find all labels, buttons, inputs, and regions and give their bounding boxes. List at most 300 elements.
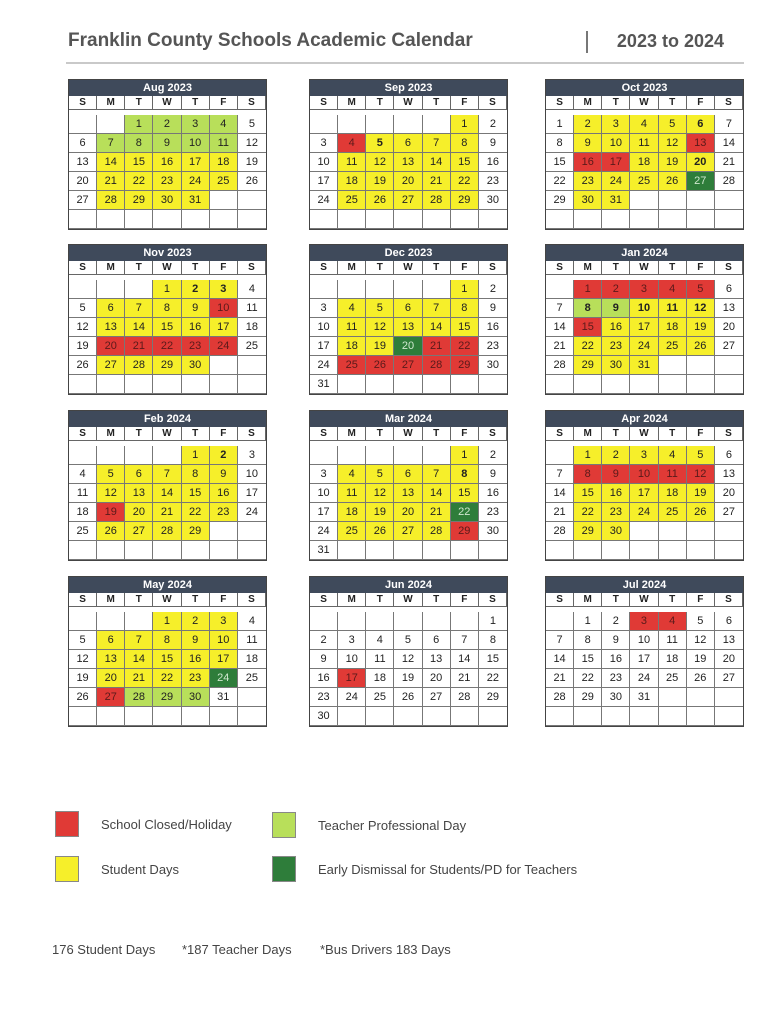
month-title: Oct 2023: [546, 80, 743, 96]
weekday-header: S: [238, 96, 266, 110]
day-cell: 30: [182, 688, 210, 707]
day-cell: 18: [238, 318, 266, 337]
day-cell: 5: [687, 280, 715, 299]
day-cell: 26: [687, 669, 715, 688]
day-cell: 14: [125, 318, 153, 337]
weekday-header: F: [210, 427, 238, 441]
empty-cell: [125, 707, 153, 726]
day-cell: 4: [338, 134, 366, 153]
day-cell: 23: [153, 172, 181, 191]
empty-cell: [394, 210, 422, 229]
day-cell: 23: [602, 337, 630, 356]
weekday-header: M: [574, 261, 602, 275]
day-cell: 15: [574, 484, 602, 503]
day-cell: 24: [182, 172, 210, 191]
day-cell: 29: [182, 522, 210, 541]
day-cell: 16: [479, 318, 507, 337]
weekday-header: S: [479, 261, 507, 275]
day-cell: 6: [97, 631, 125, 650]
day-cell: 21: [423, 337, 451, 356]
weekday-header: F: [210, 261, 238, 275]
weekday-header: T: [659, 96, 687, 110]
day-cell: 16: [210, 484, 238, 503]
empty-cell: [479, 541, 507, 560]
day-cell: 13: [394, 153, 422, 172]
empty-cell: [394, 446, 422, 465]
empty-cell: [238, 707, 266, 726]
empty-cell: [659, 688, 687, 707]
empty-cell: [630, 522, 658, 541]
day-cell: 23: [479, 337, 507, 356]
empty-cell: [423, 280, 451, 299]
weekday-header: T: [602, 96, 630, 110]
day-cell: 31: [630, 688, 658, 707]
day-cell: 15: [546, 153, 574, 172]
month-grid: [310, 96, 507, 229]
month-mar-2024: [309, 410, 508, 561]
empty-cell: [69, 446, 97, 465]
day-cell: 30: [602, 356, 630, 375]
day-cell: 5: [687, 446, 715, 465]
empty-cell: [153, 446, 181, 465]
day-cell: 11: [366, 650, 394, 669]
day-cell: 27: [97, 688, 125, 707]
day-cell: 24: [310, 356, 338, 375]
day-cell: 11: [338, 484, 366, 503]
month-title: Nov 2023: [69, 245, 266, 261]
month-grid: [69, 261, 266, 394]
day-cell: 19: [238, 153, 266, 172]
day-cell: 12: [366, 153, 394, 172]
day-cell: 16: [479, 153, 507, 172]
weekday-header: S: [715, 427, 743, 441]
day-cell: 12: [69, 318, 97, 337]
day-cell: 4: [338, 465, 366, 484]
day-cell: 24: [210, 337, 238, 356]
day-cell: 25: [238, 337, 266, 356]
day-cell: 7: [97, 134, 125, 153]
day-cell: 16: [602, 484, 630, 503]
day-cell: 28: [546, 522, 574, 541]
empty-cell: [366, 541, 394, 560]
day-cell: 21: [546, 503, 574, 522]
day-cell: 9: [602, 631, 630, 650]
empty-cell: [182, 541, 210, 560]
day-cell: 30: [153, 191, 181, 210]
month-sep-2023: [309, 79, 508, 230]
day-cell: 12: [366, 318, 394, 337]
month-nov-2023: [68, 244, 267, 395]
day-cell: 15: [574, 650, 602, 669]
weekday-header: T: [366, 593, 394, 607]
empty-cell: [602, 210, 630, 229]
weekday-header: T: [125, 261, 153, 275]
weekday-header: S: [69, 593, 97, 607]
empty-cell: [153, 210, 181, 229]
day-cell: 23: [602, 503, 630, 522]
empty-cell: [546, 612, 574, 631]
empty-cell: [715, 210, 743, 229]
day-cell: 20: [715, 318, 743, 337]
day-cell: 15: [153, 650, 181, 669]
day-cell: 4: [659, 612, 687, 631]
empty-cell: [715, 541, 743, 560]
day-cell: 10: [602, 134, 630, 153]
day-cell: 13: [687, 134, 715, 153]
empty-cell: [687, 522, 715, 541]
day-cell: 14: [546, 484, 574, 503]
weekday-header: T: [602, 427, 630, 441]
day-cell: 6: [394, 299, 422, 318]
day-cell: 14: [423, 484, 451, 503]
weekday-header: T: [423, 261, 451, 275]
legend-early: [272, 856, 577, 882]
empty-cell: [715, 522, 743, 541]
month-grid: [310, 593, 507, 726]
empty-cell: [659, 210, 687, 229]
day-cell: 26: [366, 191, 394, 210]
day-cell: 13: [715, 631, 743, 650]
empty-cell: [69, 210, 97, 229]
day-cell: 28: [451, 688, 479, 707]
weekday-header: M: [338, 593, 366, 607]
empty-cell: [366, 446, 394, 465]
empty-cell: [394, 612, 422, 631]
empty-cell: [659, 356, 687, 375]
empty-cell: [715, 375, 743, 394]
day-cell: 5: [366, 134, 394, 153]
day-cell: 30: [602, 522, 630, 541]
month-jan-2024: [545, 244, 744, 395]
day-cell: 5: [366, 465, 394, 484]
empty-cell: [479, 375, 507, 394]
day-cell: 23: [310, 688, 338, 707]
day-cell: 30: [310, 707, 338, 726]
day-cell: 11: [238, 299, 266, 318]
day-cell: 26: [69, 688, 97, 707]
day-cell: 6: [125, 465, 153, 484]
empty-cell: [659, 541, 687, 560]
empty-cell: [97, 707, 125, 726]
day-cell: 11: [338, 153, 366, 172]
day-cell: 14: [715, 134, 743, 153]
legend-student-swatch: [55, 856, 79, 882]
empty-cell: [69, 541, 97, 560]
day-cell: 21: [451, 669, 479, 688]
day-cell: 16: [574, 153, 602, 172]
day-cell: 25: [338, 191, 366, 210]
weekday-header: S: [479, 96, 507, 110]
month-title: Dec 2023: [310, 245, 507, 261]
day-cell: 8: [479, 631, 507, 650]
day-cell: 10: [210, 299, 238, 318]
day-cell: 9: [182, 299, 210, 318]
day-cell: 27: [125, 522, 153, 541]
day-cell: 6: [715, 280, 743, 299]
day-cell: 29: [546, 191, 574, 210]
weekday-header: T: [182, 427, 210, 441]
day-cell: 25: [659, 669, 687, 688]
day-cell: 18: [659, 650, 687, 669]
day-cell: 20: [69, 172, 97, 191]
day-cell: 9: [602, 299, 630, 318]
day-cell: 11: [338, 318, 366, 337]
month-title: Jul 2024: [546, 577, 743, 593]
empty-cell: [715, 191, 743, 210]
day-cell: 28: [423, 356, 451, 375]
day-cell: 7: [546, 299, 574, 318]
empty-cell: [630, 210, 658, 229]
weekday-header: F: [451, 427, 479, 441]
legend-teacher-pd-label: Teacher Professional Day: [318, 817, 467, 833]
day-cell: 23: [182, 669, 210, 688]
day-cell: 27: [97, 356, 125, 375]
day-cell: 9: [479, 465, 507, 484]
weekday-header: S: [546, 261, 574, 275]
empty-cell: [210, 522, 238, 541]
day-cell: 11: [210, 134, 238, 153]
empty-cell: [97, 280, 125, 299]
day-cell: 21: [423, 503, 451, 522]
day-cell: 9: [479, 299, 507, 318]
weekday-header: T: [659, 593, 687, 607]
day-cell: 26: [238, 172, 266, 191]
empty-cell: [451, 541, 479, 560]
empty-cell: [238, 688, 266, 707]
day-cell: 28: [546, 688, 574, 707]
day-cell: 13: [394, 318, 422, 337]
day-cell: 10: [310, 484, 338, 503]
day-cell: 2: [479, 446, 507, 465]
empty-cell: [210, 375, 238, 394]
legend-student-label: Student Days: [101, 861, 180, 877]
day-cell: 24: [238, 503, 266, 522]
empty-cell: [394, 115, 422, 134]
empty-cell: [366, 280, 394, 299]
month-title: Apr 2024: [546, 411, 743, 427]
day-cell: 24: [210, 669, 238, 688]
day-cell: 18: [338, 172, 366, 191]
day-cell: 13: [715, 299, 743, 318]
month-title: Sep 2023: [310, 80, 507, 96]
weekday-header: T: [602, 261, 630, 275]
day-cell: 18: [210, 153, 238, 172]
day-cell: 6: [423, 631, 451, 650]
day-cell: 17: [310, 503, 338, 522]
day-cell: 27: [715, 669, 743, 688]
empty-cell: [366, 707, 394, 726]
day-cell: 8: [153, 631, 181, 650]
empty-cell: [69, 707, 97, 726]
month-title: Aug 2023: [69, 80, 266, 96]
day-cell: 11: [69, 484, 97, 503]
day-cell: 7: [423, 465, 451, 484]
weekday-header: F: [210, 96, 238, 110]
day-cell: 10: [310, 318, 338, 337]
empty-cell: [366, 115, 394, 134]
day-cell: 21: [97, 172, 125, 191]
day-cell: 14: [546, 318, 574, 337]
day-cell: 12: [687, 465, 715, 484]
month-grid: [310, 427, 507, 560]
day-cell: 24: [630, 337, 658, 356]
day-cell: 23: [479, 503, 507, 522]
day-cell: 22: [125, 172, 153, 191]
legend-teacher-pd: [272, 812, 466, 838]
legend-early-swatch: [272, 856, 296, 882]
empty-cell: [630, 375, 658, 394]
day-cell: 28: [125, 688, 153, 707]
day-cell: 21: [125, 669, 153, 688]
day-cell: 17: [630, 650, 658, 669]
day-cell: 4: [366, 631, 394, 650]
day-cell: 4: [69, 465, 97, 484]
day-cell: 18: [69, 503, 97, 522]
day-cell: 19: [366, 172, 394, 191]
day-cell: 24: [310, 522, 338, 541]
day-cell: 22: [451, 503, 479, 522]
month-apr-2024: [545, 410, 744, 561]
weekday-header: S: [546, 593, 574, 607]
day-cell: 26: [394, 688, 422, 707]
day-cell: 29: [451, 191, 479, 210]
empty-cell: [659, 707, 687, 726]
empty-cell: [687, 356, 715, 375]
legend-closed-swatch: [55, 811, 79, 837]
day-cell: 13: [97, 650, 125, 669]
day-cell: 29: [574, 356, 602, 375]
empty-cell: [338, 375, 366, 394]
empty-cell: [210, 707, 238, 726]
empty-cell: [687, 210, 715, 229]
day-cell: 12: [238, 134, 266, 153]
weekday-header: T: [182, 96, 210, 110]
empty-cell: [423, 707, 451, 726]
day-cell: 4: [659, 446, 687, 465]
empty-cell: [69, 280, 97, 299]
day-cell: 8: [451, 134, 479, 153]
day-cell: 16: [602, 650, 630, 669]
day-cell: 31: [310, 541, 338, 560]
day-cell: 19: [69, 337, 97, 356]
day-cell: 24: [338, 688, 366, 707]
month-jul-2024: [545, 576, 744, 727]
month-grid: [310, 261, 507, 394]
day-cell: 22: [451, 172, 479, 191]
empty-cell: [97, 612, 125, 631]
day-cell: 19: [366, 503, 394, 522]
weekday-header: W: [630, 593, 658, 607]
day-cell: 9: [574, 134, 602, 153]
weekday-header: T: [366, 261, 394, 275]
day-cell: 12: [687, 299, 715, 318]
weekday-header: S: [715, 593, 743, 607]
day-cell: 2: [479, 115, 507, 134]
empty-cell: [125, 541, 153, 560]
day-cell: 27: [423, 688, 451, 707]
day-cell: 11: [630, 134, 658, 153]
day-cell: 30: [182, 356, 210, 375]
day-cell: 21: [153, 503, 181, 522]
weekday-header: F: [687, 593, 715, 607]
weekday-header: M: [338, 427, 366, 441]
day-cell: 29: [153, 688, 181, 707]
empty-cell: [125, 612, 153, 631]
day-cell: 8: [153, 299, 181, 318]
day-cell: 19: [394, 669, 422, 688]
day-cell: 5: [366, 299, 394, 318]
weekday-header: S: [310, 96, 338, 110]
day-cell: 2: [182, 280, 210, 299]
month-grid: [546, 593, 743, 726]
day-cell: 3: [310, 299, 338, 318]
day-cell: 9: [310, 650, 338, 669]
empty-cell: [423, 210, 451, 229]
day-cell: 28: [153, 522, 181, 541]
weekday-header: M: [338, 261, 366, 275]
day-cell: 25: [338, 356, 366, 375]
empty-cell: [630, 541, 658, 560]
day-cell: 5: [69, 631, 97, 650]
header-divider: [586, 31, 588, 53]
day-cell: 13: [125, 484, 153, 503]
day-cell: 22: [153, 337, 181, 356]
day-cell: 30: [479, 356, 507, 375]
empty-cell: [394, 541, 422, 560]
empty-cell: [479, 210, 507, 229]
day-cell: 14: [451, 650, 479, 669]
day-cell: 26: [366, 356, 394, 375]
empty-cell: [338, 446, 366, 465]
day-cell: 30: [574, 191, 602, 210]
day-cell: 21: [546, 669, 574, 688]
day-cell: 23: [479, 172, 507, 191]
weekday-header: M: [97, 96, 125, 110]
empty-cell: [69, 115, 97, 134]
day-cell: 3: [630, 280, 658, 299]
day-cell: 12: [69, 650, 97, 669]
day-cell: 17: [602, 153, 630, 172]
empty-cell: [238, 541, 266, 560]
empty-cell: [125, 210, 153, 229]
day-cell: 1: [546, 115, 574, 134]
day-cell: 4: [338, 299, 366, 318]
weekday-header: S: [69, 96, 97, 110]
day-cell: 26: [97, 522, 125, 541]
day-cell: 12: [394, 650, 422, 669]
day-cell: 3: [338, 631, 366, 650]
day-cell: 5: [394, 631, 422, 650]
day-cell: 6: [97, 299, 125, 318]
day-cell: 21: [715, 153, 743, 172]
day-cell: 7: [125, 299, 153, 318]
day-cell: 7: [153, 465, 181, 484]
weekday-header: F: [687, 96, 715, 110]
day-cell: 22: [182, 503, 210, 522]
empty-cell: [97, 446, 125, 465]
weekday-header: W: [153, 593, 181, 607]
weekday-header: F: [451, 593, 479, 607]
weekday-header: M: [574, 96, 602, 110]
empty-cell: [659, 191, 687, 210]
day-cell: 13: [394, 484, 422, 503]
day-cell: 2: [182, 612, 210, 631]
day-cell: 22: [574, 337, 602, 356]
day-cell: 15: [125, 153, 153, 172]
weekday-header: M: [338, 96, 366, 110]
weekday-header: F: [210, 593, 238, 607]
day-cell: 20: [394, 172, 422, 191]
